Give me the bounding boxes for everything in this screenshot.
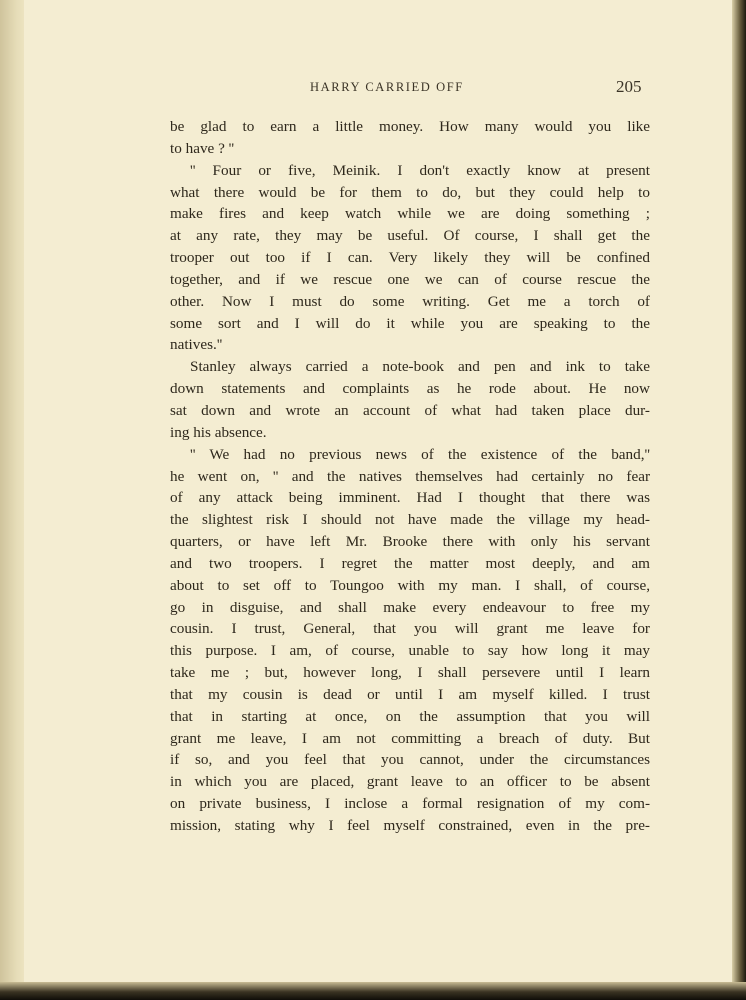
text-line: about to set off to Toungoo with my man. I shall, of course, (170, 576, 650, 594)
page-edge-shadow (732, 0, 746, 1000)
text-line: make fires and keep watch while we are doing something ; (170, 205, 650, 223)
text-line: go in disguise, and shall make every endeavour to free my (170, 598, 650, 616)
text-line: he went on, '' and the natives themselves had certainly no fear (170, 467, 650, 485)
text-line: be glad to earn a little money. How many would you like (170, 118, 650, 135)
text-line: grant me leave, I am not committing a breach of duty. But (170, 729, 650, 747)
text-line: cousin. I trust, General, that you will grant me leave for (170, 620, 650, 638)
text-line: other. Now I must do some writing. Get me a torch of (170, 292, 650, 310)
text-line: that my cousin is dead or until I am myself killed. I trust (170, 685, 650, 703)
text-line: on private business, I inclose a formal resignation of my com- (170, 795, 650, 813)
text-line: that in starting at once, on the assumption that you will (170, 707, 650, 725)
bottom-edge-shadow (0, 982, 746, 1000)
text-line: the slightest risk I should not have made the village my head- (170, 511, 650, 529)
page-gutter (0, 0, 24, 1000)
text-line: this purpose. I am, of course, unable to say how long it may (170, 642, 650, 660)
text-line: sat down and wrote an account of what had taken place dur- (170, 401, 650, 419)
text-line: if so, and you feel that you cannot, under the circumstances (170, 751, 650, 769)
text-line: Stanley always carried a note-book and pen and ink to take (190, 358, 650, 376)
text-line: take me ; but, however long, I shall persevere until I learn (170, 664, 650, 682)
text-line: together, and if we rescue one we can of course rescue the (170, 270, 650, 288)
body-text (170, 116, 650, 837)
text-line: at any rate, they may be useful. Of course, I shall get the (170, 227, 650, 245)
text-line: trooper out too if I can. Very likely they will be confined (170, 249, 650, 267)
text-line: and two troopers. I regret the matter most deeply, and am (170, 554, 650, 572)
text-line: natives.'' (170, 336, 223, 354)
text-line: '' We had no previous news of the existence of the band,'' (190, 445, 650, 463)
text-line: some sort and I will do it while you are speaking to the (170, 314, 650, 332)
text-line: of any attack being imminent. Had I thought that there was (170, 489, 650, 507)
text-line: ing his absence. (170, 423, 267, 441)
text-line: mission, stating why I feel myself constrained, even in the pre- (170, 817, 650, 834)
text-line: down statements and complaints as he rode about. He now (170, 380, 650, 398)
text-line: '' Four or five, Meinik. I don't exactly know at present (190, 161, 650, 179)
book-page (24, 0, 732, 982)
page-number: 205 (616, 77, 642, 96)
running-head: HARRY CARRIED OFF (310, 80, 464, 94)
text-line: what there would be for them to do, but they could help to (170, 183, 650, 201)
text-line: quarters, or have left Mr. Brooke there with only his servant (170, 533, 650, 551)
text-line: to have ? '' (170, 139, 235, 157)
text-line: in which you are placed, grant leave to an officer to be absent (170, 773, 650, 791)
